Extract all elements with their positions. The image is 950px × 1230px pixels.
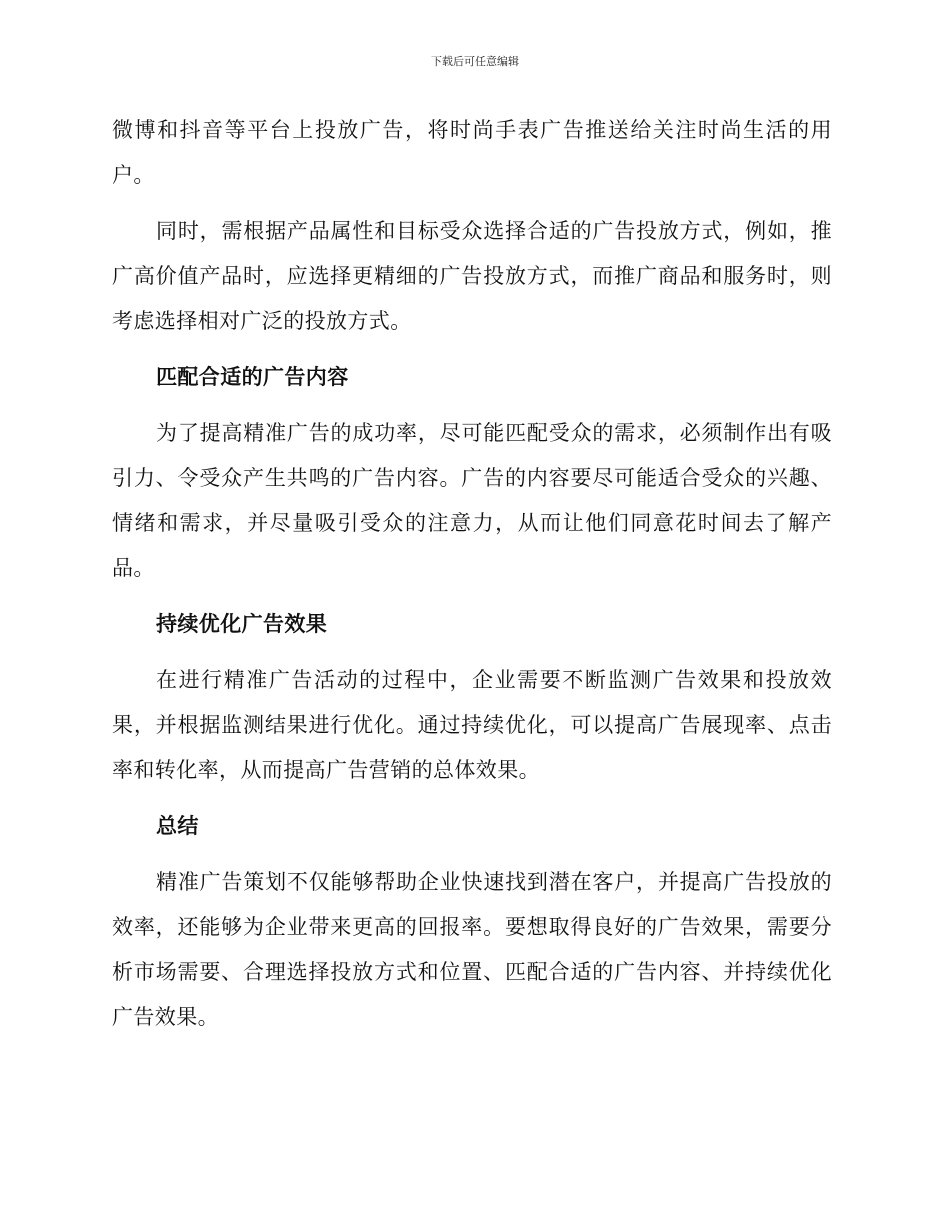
paragraph-continued: 微博和抖音等平台上投放广告，将时尚手表广告推送给关注时尚生活的用户。 [112,118,832,187]
paragraph-optimize: 在进行精准广告活动的过程中，企业需要不断监测广告效果和投放效果，并根据监测结果进行优化。通过持续优化，可以提高广告展现率、点击率和转化率，从而提高广告营销的总体效果。 [112,668,832,782]
page-header-note: 下载后可任意编辑 [431,55,519,68]
section-heading-ad-content: 匹配合适的广告内容 [156,365,349,389]
document-body [112,108,832,1040]
paragraph-ad-content: 为了提高精准广告的成功率，尽可能匹配受众的需求，必须制作出有吸引力、令受众产生共鸣的广告内容。广告的内容要尽可能适合受众的兴趣、情绪和需求，并尽量吸引受众的注意力，从而让他们同意花时间去了解产品。 [112,421,832,580]
paragraph-summary: 精准广告策划不仅能够帮助企业快速找到潜在客户，并提高广告投放的效率，还能够为企业带来更高的回报率。要想取得良好的广告效果，需要分析市场需要、合理选择投放方式和位置、匹配合适的广告内容、并持续优化广告效果。 [112,870,832,1029]
section-heading-summary: 总结 [156,814,199,838]
paragraph-ad-method: 同时，需根据产品属性和目标受众选择合适的广告投放方式，例如，推广高价值产品时，应选择更精细的广告投放方式，而推广商品和服务时，则考虑选择相对广泛的投放方式。 [112,219,832,333]
section-heading-optimize: 持续优化广告效果 [156,612,328,636]
